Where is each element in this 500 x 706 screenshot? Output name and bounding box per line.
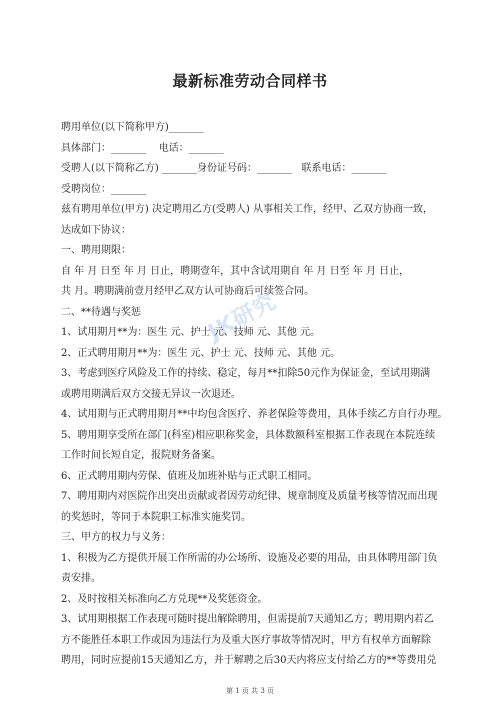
body-line: 6、正式聘用期内劳保、值班及加班补贴与正式职工相同。: [61, 470, 318, 482]
body-line: 聘用，同时应提前15天通知乙方，并于解聘之后30天内将应支付给乙方的**等费用兑: [61, 655, 437, 666]
body-line: 工作时间长短自定，报院财务备案。: [61, 450, 221, 461]
document-body: [61, 118, 455, 672]
body-line: 3、试用期根据工作表现可随时提出解除聘用，但需提前7天通知乙方；聘用期内若乙: [61, 614, 434, 625]
body-line: 受聘人(以下简称乙方) _______身份证号码：_______ 联系电话：_______: [61, 163, 387, 174]
body-line: 1、试用期月**为：医生 元、护士 元、技师 元、其他 元。: [61, 327, 321, 338]
section-heading: 三、甲方的权力与义务：: [61, 532, 171, 543]
section-heading: 二、**待遇与奖惩: [61, 306, 141, 318]
body-line: 聘用单位(以下简称甲方)_______: [61, 122, 204, 133]
body-line: 7、聘用期内对医院作出突出贡献或者因劳动纪律、规章制度及质量考核等情况而出现: [61, 491, 438, 502]
body-line: 受聘岗位：_______: [61, 183, 146, 195]
body-line: 2、及时按相关标准向乙方兑现**及奖惩资金。: [61, 593, 268, 605]
body-line: 5、聘用期享受所在部门(科室)相应职称奖金，具体数额科室根据工作表现在本院连续: [61, 429, 436, 441]
body-line: 3、考虑到医疗风险及工作的持续、稳定，每月**扣除50元作为保证金，至试用期满: [61, 368, 431, 379]
body-line: 兹有聘用单位(甲方) 决定聘用乙方(受聘人) 从事相关工作，经甲、乙双方协商一致，: [61, 204, 433, 215]
body-line: 的奖惩时，等同于本院职工标准实施奖罚。: [61, 511, 251, 523]
body-line: 或聘用期满后双方交接无异议一次退还。: [61, 388, 241, 400]
body-line: 达成如下协议：: [61, 224, 131, 236]
document-title: 最新标准劳动合同样书: [172, 72, 328, 90]
body-line: 2、正式聘用期月**为：医生 元、护士 元、技师 元、其他 元。: [61, 347, 341, 359]
watermark: JK研究: [204, 289, 281, 346]
body-line: 共 月。聘期满前壹月经甲乙双方认可协商后可续签合同。: [61, 286, 315, 297]
body-line: 自 年 月 日至 年 月 日止，聘期壹年，其中含试用期自 年 月 日至 年 月 日止，: [61, 265, 410, 277]
body-line: 具体部门：_______ 电话：_______: [61, 142, 224, 154]
body-line: 1、积极为乙方提供开展工作所需的办公场所、设施及必要的用品，由具体聘用部门负: [61, 552, 438, 564]
page-footer: 第 1 页 共 3 页: [225, 687, 275, 695]
body-line: 4、试用期与正式聘用期月**中均包含医疗、养老保险等费用，具体手续乙方自行办理。: [61, 409, 448, 420]
body-line: 责安排。: [61, 573, 101, 584]
body-line: 方不能胜任本职工作或因为违法行为及重大医疗事故等情况时，甲方有权单方面解除: [61, 634, 431, 646]
section-heading: 一、聘用期限：: [61, 245, 131, 256]
